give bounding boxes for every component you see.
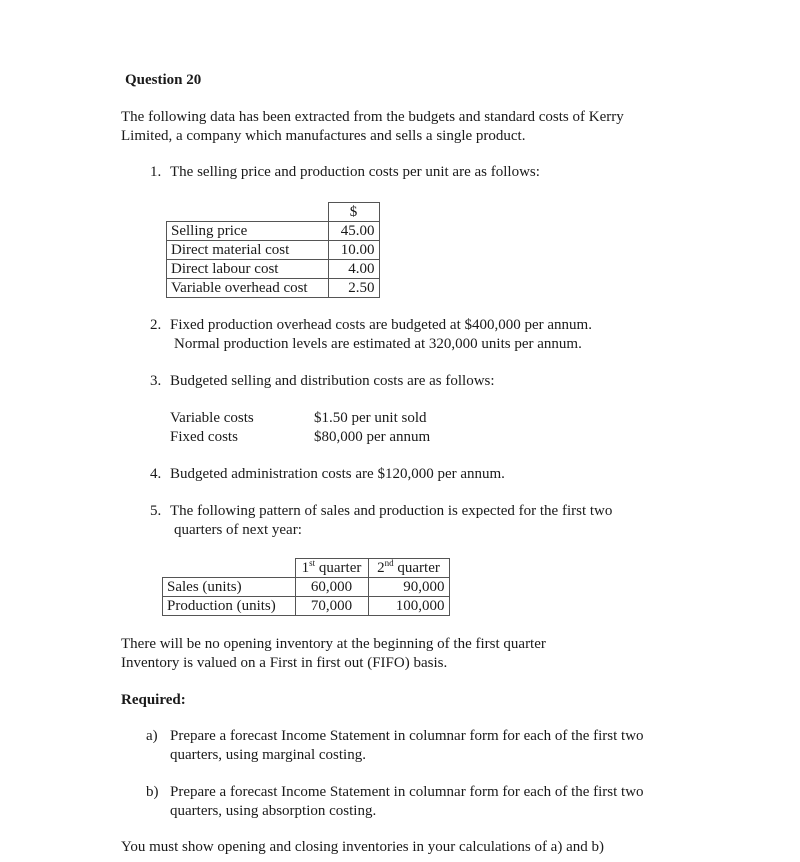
part-b-line-2: quarters, using absorption costing. — [170, 803, 377, 819]
fixed-costs-label: Fixed costs — [170, 429, 238, 445]
cost-table — [166, 202, 380, 298]
part-a-line-1: Prepare a forecast Income Statement in columnar form for each of the first two — [170, 728, 644, 744]
quarter-1-num: 1 — [301, 559, 310, 576]
question-title: Question 20 — [125, 72, 202, 88]
item-1-number: 1. — [150, 164, 162, 180]
quarter-1-sup: st — [309, 557, 316, 568]
quarter-2-num: 2 — [377, 559, 385, 576]
part-a-letter: a) — [146, 728, 158, 744]
intro-line-1: The following data has been extracted from the budgets and standard costs of Kerry — [121, 109, 624, 125]
table-row — [167, 222, 380, 241]
note-line-1: There will be no opening inventory at the beginning of the first quarter — [121, 636, 546, 652]
quarter-1-value: 60,000 — [295, 578, 368, 597]
item-4-text: Budgeted administration costs are $120,000 per annum. — [170, 466, 505, 482]
intro-line-2: Limited, a company which manufactures and sells a single product. — [121, 128, 526, 144]
table-row — [163, 597, 450, 616]
quarter-table-header — [163, 559, 450, 578]
part-b-letter: b) — [146, 784, 159, 800]
quarter-2-sup: nd — [384, 557, 394, 568]
item-2-line-2: Normal production levels are estimated at 320,000 units per annum. — [174, 336, 582, 352]
quarter-1-header — [295, 559, 368, 578]
quarter-2-word: quarter — [393, 559, 440, 576]
cost-label: Selling price — [167, 222, 329, 241]
quarter-table — [162, 558, 450, 616]
item-1-text: The selling price and production costs per unit are as follows: — [170, 164, 540, 180]
fixed-costs-value: $80,000 per annum — [314, 429, 431, 445]
quarter-1-value: 70,000 — [295, 597, 368, 616]
note-line-2: Inventory is valued on a First in first out (FIFO) basis. — [121, 655, 448, 671]
item-3-number: 3. — [150, 373, 162, 389]
cost-value: 45.00 — [328, 222, 379, 241]
table-row — [167, 279, 380, 298]
item-5-line-1: The following pattern of sales and production is expected for the first two — [170, 503, 613, 519]
part-a-line-2: quarters, using marginal costing. — [170, 747, 366, 763]
cost-label: Variable overhead cost — [167, 279, 329, 298]
quarter-2-value: 90,000 — [368, 578, 449, 597]
quarter-row-label: Sales (units) — [163, 578, 296, 597]
quarter-2-header — [368, 559, 449, 578]
item-4-number: 4. — [150, 466, 162, 482]
table-row — [167, 260, 380, 279]
quarter-header-blank — [163, 559, 296, 578]
item-3-text: Budgeted selling and distribution costs are as follows: — [170, 373, 495, 389]
quarter-row-label: Production (units) — [163, 597, 296, 616]
quarter-1-word: quarter — [315, 559, 362, 576]
part-b-line-1: Prepare a forecast Income Statement in columnar form for each of the first two — [170, 784, 644, 800]
item-2-line-1: Fixed production overhead costs are budgeted at $400,000 per annum. — [170, 317, 592, 333]
cost-value: 10.00 — [328, 241, 379, 260]
cost-value: 2.50 — [328, 279, 379, 298]
quarter-2-value: 100,000 — [368, 597, 449, 616]
table-row — [163, 578, 450, 597]
item-2-number: 2. — [150, 317, 162, 333]
cost-table-header — [167, 203, 380, 222]
cost-label: Direct labour cost — [167, 260, 329, 279]
table-row — [167, 241, 380, 260]
required-heading: Required: — [121, 692, 186, 708]
cost-header-blank — [167, 203, 329, 222]
variable-costs-value: $1.50 per unit sold — [314, 410, 427, 426]
footer-instruction: You must show opening and closing inventories in your calculations of a) and b) — [121, 839, 604, 855]
item-5-number: 5. — [150, 503, 162, 519]
cost-value: 4.00 — [328, 260, 379, 279]
cost-currency: $ — [328, 203, 379, 222]
variable-costs-label: Variable costs — [170, 410, 254, 426]
cost-label: Direct material cost — [167, 241, 329, 260]
item-5-line-2: quarters of next year: — [174, 522, 302, 538]
